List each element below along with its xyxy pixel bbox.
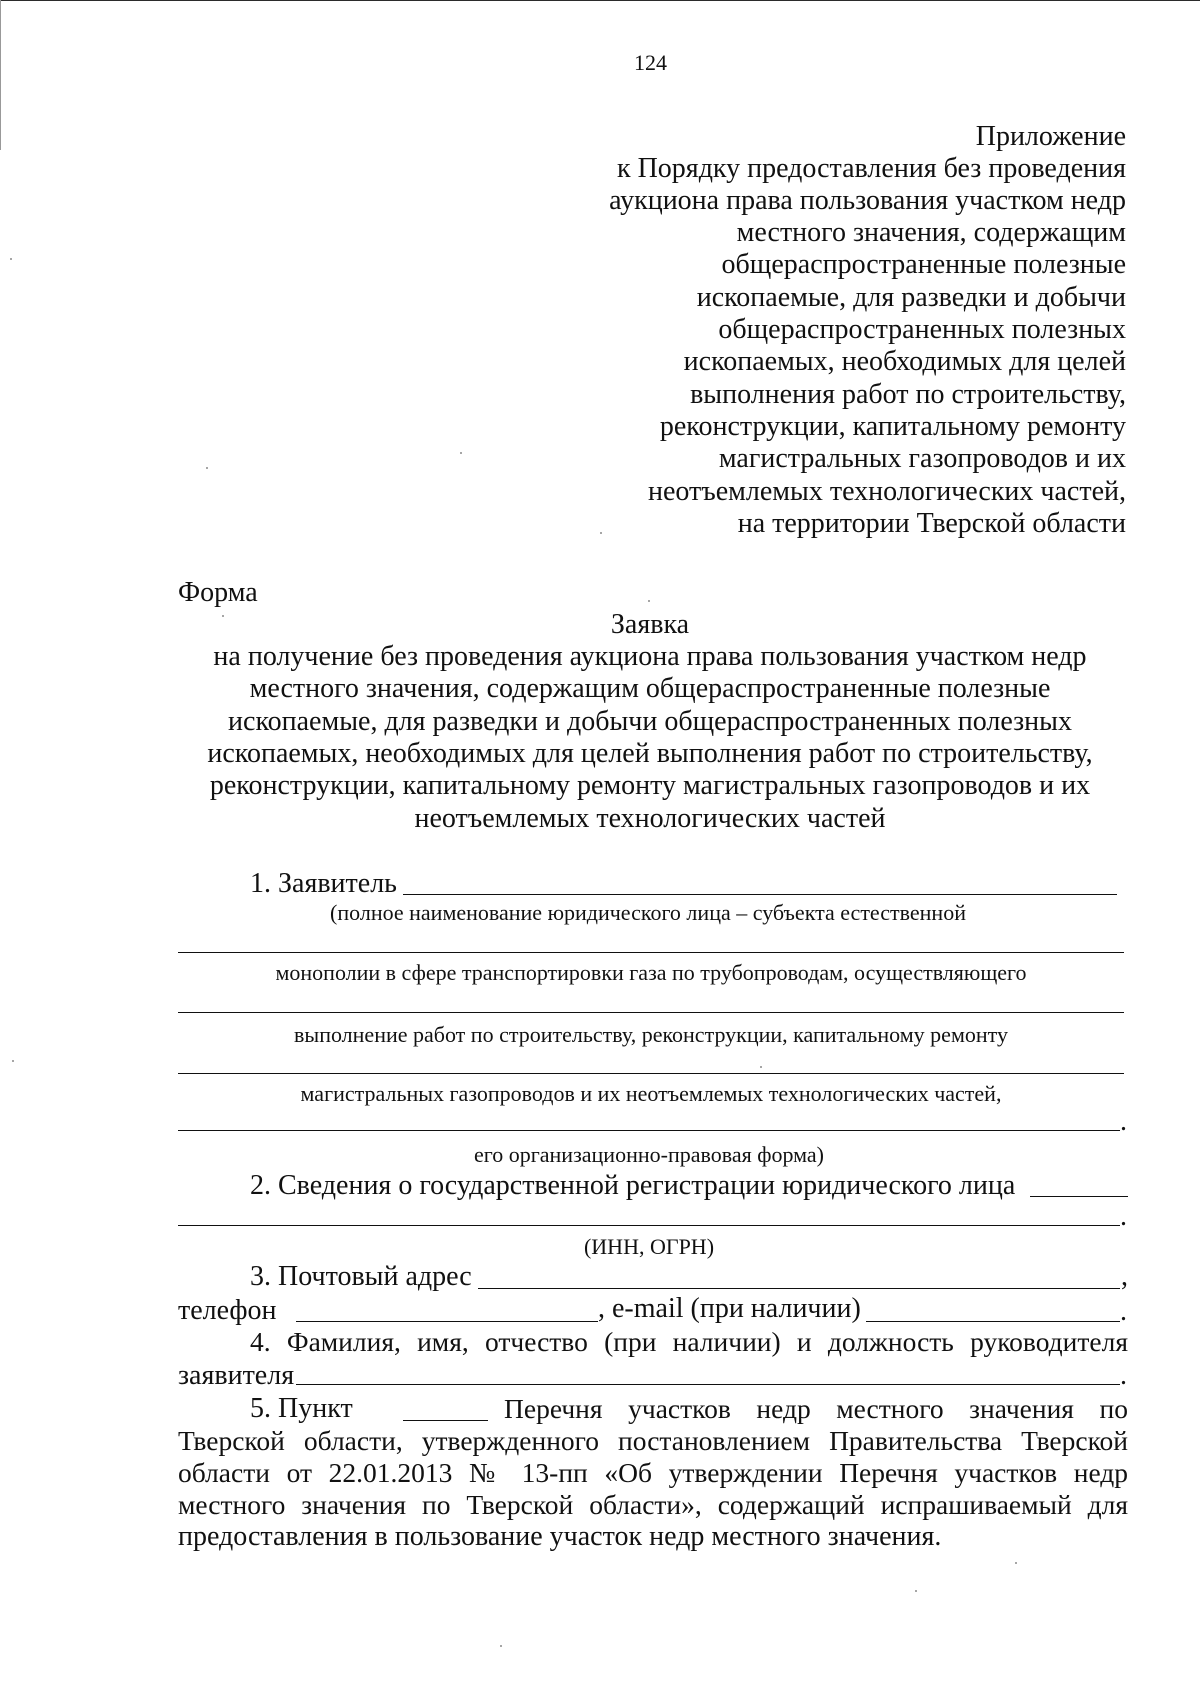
registration-line: [1030, 1196, 1128, 1197]
word: области»,: [589, 1489, 702, 1520]
appendix-line: неотъемлемых технологических частей,: [648, 476, 1126, 507]
scan-speck: [648, 600, 650, 602]
word: по: [1099, 1393, 1128, 1424]
applicant-caption: магистральных газопроводов и их неотъемлемых технологических частей,: [300, 1081, 1002, 1106]
word: недр: [756, 1393, 811, 1424]
line-comma: ,: [1121, 1261, 1128, 1292]
appendix-line: на территории Тверской области: [737, 508, 1126, 539]
appendix-line: Приложение: [975, 121, 1126, 152]
scan-speck: [1015, 1562, 1017, 1564]
word: (при: [604, 1326, 657, 1357]
word: должность: [827, 1326, 954, 1357]
applicant-name-line: [178, 1012, 1124, 1013]
line-period: .: [1120, 1296, 1127, 1327]
word: значения: [969, 1393, 1074, 1424]
word: наличии): [672, 1326, 781, 1357]
appendix-line: выполнения работ по строительству,: [690, 379, 1126, 410]
applicant-name-line: [403, 894, 1117, 895]
appendix-line: к Порядку предоставления без проведения: [616, 153, 1126, 184]
item-label: 5. Пункт: [250, 1393, 353, 1424]
registration-caption: (ИНН, ОГРН): [583, 1234, 715, 1259]
scan-speck: [460, 452, 462, 454]
word: Перечня: [504, 1393, 603, 1424]
appendix-line: магистральных газопроводов и их: [718, 443, 1126, 474]
word: Правительства: [829, 1425, 1003, 1456]
applicant-label: 1. Заявитель: [250, 868, 397, 899]
scan-border: [0, 0, 1200, 1]
appendix-line: местного значения, содержащим: [736, 217, 1126, 248]
word: значения: [301, 1489, 407, 1520]
address-label: 3. Почтовый адрес: [250, 1261, 472, 1292]
word: от: [286, 1457, 312, 1488]
applicant-caption: (полное наименование юридического лица – субъекта естественной: [330, 900, 966, 925]
word: области: [178, 1457, 270, 1488]
appendix-line: аукциона права пользования участком недр: [609, 185, 1126, 216]
scan-speck: [206, 467, 208, 469]
email-line: [866, 1321, 1120, 1322]
scan-speck: [500, 1645, 502, 1647]
phone-label: телефон: [178, 1295, 277, 1326]
applicant-name-line: [178, 1073, 1124, 1074]
scan-border-left: [0, 0, 1, 150]
appendix-line: ископаемых, необходимых для целей: [683, 346, 1126, 377]
scan-speck: [760, 1066, 762, 1068]
word: местного: [836, 1393, 944, 1424]
word: Тверской: [466, 1489, 574, 1520]
word: утвержденного: [421, 1425, 600, 1456]
head-label-line: [250, 1328, 1128, 1356]
word: для: [1087, 1489, 1129, 1520]
word: Тверской: [178, 1425, 285, 1456]
word: испрашиваемый: [880, 1489, 1072, 1520]
word: местного: [178, 1489, 286, 1520]
applicant-caption: монополии в сфере транспортировки газа по трубопроводам, осуществляющего: [275, 960, 1027, 985]
scan-speck: [915, 1590, 917, 1592]
word: недр: [1073, 1457, 1129, 1488]
word: «Об: [604, 1457, 652, 1488]
scan-speck: [600, 532, 602, 534]
form-label: Форма: [178, 577, 258, 608]
subtitle-line: неотъемлемых технологических частей: [414, 803, 886, 834]
word: содержащий: [717, 1489, 865, 1520]
word: 4. Фамилия,: [250, 1326, 401, 1357]
head-line: [296, 1384, 1120, 1385]
word: 22.01.2013: [328, 1457, 453, 1488]
word: отчество: [484, 1326, 588, 1357]
item-text-line: [178, 1427, 1128, 1455]
subtitle-line: ископаемые, для разведки и добычи общераспространенных полезных: [228, 706, 1072, 737]
item-number-line: [403, 1420, 488, 1421]
page-number: 124: [634, 50, 667, 75]
word: №: [469, 1457, 506, 1488]
word: по: [422, 1489, 451, 1520]
line-period: .: [1120, 1201, 1127, 1232]
word: Перечня: [839, 1457, 938, 1488]
line-period: .: [1120, 1360, 1127, 1391]
word: руководителя: [970, 1326, 1128, 1357]
item-text-last: предоставления в пользование участок недр местного значения.: [178, 1521, 942, 1552]
registration-label: 2. Сведения о государственной регистрации юридического лица: [250, 1170, 1016, 1201]
item-text-line: [178, 1459, 1128, 1487]
word: постановлением: [618, 1425, 811, 1456]
appendix-line: реконструкции, капитальному ремонту: [659, 411, 1126, 442]
applicant-caption: выполнение работ по строительству, реконструкции, капитальному ремонту: [294, 1022, 1008, 1047]
word: Тверской: [1021, 1425, 1129, 1456]
application-title: Заявка: [610, 609, 690, 640]
word: и: [796, 1326, 812, 1357]
email-label: , e-mail (при наличии): [598, 1293, 861, 1324]
applicant-name-line: [178, 1130, 1120, 1131]
registration-line: [178, 1225, 1120, 1226]
applicant-caption: его организационно-правовая форма): [474, 1142, 824, 1167]
scan-speck: [222, 615, 224, 617]
appendix-line: общераспространенные полезные: [721, 249, 1126, 280]
address-line: [478, 1288, 1120, 1289]
subtitle-line: реконструкции, капитальному ремонту магистральных газопроводов и их: [209, 770, 1091, 801]
subtitle-line: на получение без проведения аукциона права пользования участком недр: [213, 641, 1087, 672]
item-text-line: [504, 1395, 1128, 1423]
appendix-line: ископаемые, для разведки и добычи: [696, 282, 1126, 313]
line-period: .: [1120, 1106, 1127, 1137]
phone-line: [296, 1321, 598, 1322]
word: участков: [954, 1457, 1058, 1488]
subtitle-line: местного значения, содержащим общераспространенные полезные: [249, 673, 1051, 704]
head-label-2: заявителя: [178, 1360, 295, 1391]
applicant-name-line: [178, 952, 1124, 953]
word: 13-пп: [521, 1457, 588, 1488]
word: участков: [628, 1393, 731, 1424]
scan-speck: [10, 258, 12, 260]
word: области,: [303, 1425, 403, 1456]
scan-speck: [12, 1060, 14, 1062]
subtitle-line: ископаемых, необходимых для целей выполнения работ по строительству,: [207, 738, 1093, 769]
word: утверждении: [668, 1457, 823, 1488]
item-text-line: [178, 1491, 1128, 1519]
appendix-line: общераспространенных полезных: [718, 314, 1126, 345]
word: имя,: [417, 1326, 469, 1357]
